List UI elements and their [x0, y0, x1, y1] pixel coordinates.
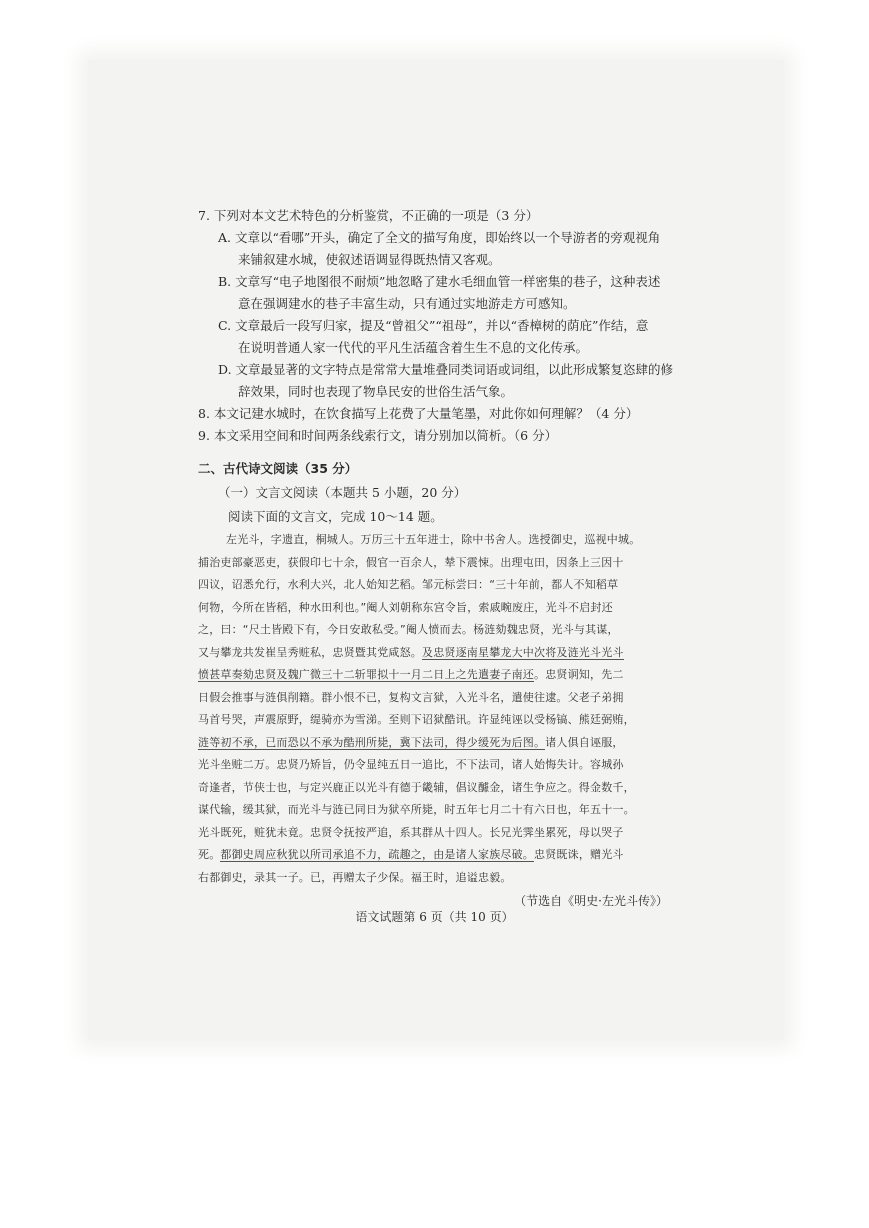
exam-content: [198, 205, 674, 913]
underlined-sentence: 都御史周应秋犹以所司承追不力，疏趣之，由是诸人家族尽破。: [220, 848, 535, 861]
page-footer: 语文试题第 6 页（共 10 页）: [355, 910, 514, 924]
question-7-option-b: B. 文章写“电子地图很不耐烦”地忽略了建水毛细血管一样密集的巷子，这种表述: [218, 274, 661, 289]
passage-text: 又与攀龙共发崔呈秀赃私，忠贤暨其党咸怒。: [198, 645, 422, 659]
question-7-option-c-cont: 在说明普通人家一代代的平凡生活蕴含着生生不息的文化传承。: [238, 340, 589, 355]
passage-line: 右都御史，录其一子。已，再赠太子少保。福王时，追谥忠毅。: [198, 870, 512, 884]
question-7-option-d-cont: 辞效果，同时也表现了物阜民安的世俗生活气象。: [238, 384, 514, 399]
passage-line: 何物，今所在皆稻，种水田利也。”阉人刘朝称东宫令旨，索戚畹废庄，光斗不启封还: [198, 600, 613, 614]
passage-line: 捕治吏部豪恶吏，获假印七十余，假官一百余人，辇下震悚。出理屯田，因条上三因十: [198, 555, 624, 569]
reading-instruction: 阅读下面的文言文，完成 10～14 题。: [228, 509, 443, 524]
passage-line: 谋代输，缓其狱，而光斗与涟已同日为狱卒所毙，时五年七月二十有六日也，年五十一。: [198, 803, 635, 816]
passage-line: [198, 664, 668, 687]
underlined-sentence: 及忠贤逐南星攀龙大中次将及涟光斗光斗: [422, 645, 624, 659]
passage-text: 死。: [198, 848, 221, 861]
passage-line: 之，曰：“尺土皆殿下有，今日安敢私受。”阉人愤而去。杨涟劾魏忠贤，光斗与其谋，: [198, 623, 619, 636]
passage-text: 诸人俱自诬服，: [545, 735, 624, 749]
question-7-option-b-cont: 意在强调建水的巷子丰富生动，只有通过实地游走方可感知。: [238, 296, 576, 311]
passage-line: 奇逢者，节侠士也，与定兴鹿正以光斗有德于畿辅，倡议醵金，诸生争应之。得金数千，: [198, 780, 635, 794]
passage-line: 光斗既死，赃犹未竟。忠贤令抚按严追，系其群从十四人。长兄光霁坐累死，母以哭子: [198, 825, 624, 839]
underlined-sentence: 涟等初不承，已而恐以不承为酷刑所毙，冀下法司，得少缓死为后图。: [198, 735, 546, 749]
question-9: 9. 本文采用空间和时间两条线索行文，请分别加以简析。（6 分）: [198, 428, 558, 443]
passage-line: [198, 732, 668, 755]
passage-source: （节选自《明史·左光斗传》）: [514, 894, 668, 908]
passage-line: 日假会推事与涟俱削籍。群小恨不已，复构文言狱，入光斗名，遣使往逮。父老子弟拥: [198, 690, 624, 704]
passage-text: 忠贤既诛，赠光斗: [534, 848, 624, 861]
passage-line: 四议，诏悉允行，水利大兴，北人始知艺稻。邹元标尝曰：“三十年前，都人不知稻草: [198, 578, 619, 591]
question-7-option-d: D. 文章最显著的文字特点是常常大量堆叠同类词语或词组，以此形成繁复恣肆的修: [218, 362, 674, 377]
passage-text: 。忠贤诇知，先二: [534, 668, 624, 681]
subsection-heading: （一）文言文阅读（本题共 5 小题，20 分）: [218, 485, 467, 500]
question-7-stem: 7. 下列对本文艺术特色的分析鉴赏，不正确的一项是（3 分）: [198, 208, 539, 223]
passage-line: 左光斗，字遗直，桐城人。万历三十五年进士，除中书舍人。选授御史，巡视中城。: [226, 533, 641, 546]
question-7-option-a-cont: 来铺叙建水城，使叙述语调显得既热情又客观。: [238, 252, 501, 267]
passage-line: [198, 642, 668, 665]
question-8: 8. 本文记建水城时，在饮食描写上花费了大量笔墨，对此你如何理解？（4 分）: [198, 406, 639, 421]
question-7-option-a: A. 文章以“看哪”开头，确定了全文的描写角度，即始终以一个导游者的旁观视角: [218, 230, 661, 245]
classical-passage: [198, 529, 668, 889]
underlined-sentence: 愤甚草奏劾忠贤及魏广微三十二斩罪拟十一月二日上之先遣妻子南还: [198, 668, 534, 681]
question-7-option-c: C. 文章最后一段写归家，提及“曾祖父”“祖母”，并以“香樟树的荫庇”作结，意: [218, 318, 649, 333]
passage-line: 光斗坐赃二万。忠贤乃矫旨，仍令显纯五日一追比，不下法司，诸人始悔失计。容城孙: [198, 758, 624, 771]
passage-line: [198, 844, 668, 867]
section-heading: 二、古代诗文阅读（35 分）: [198, 461, 358, 476]
passage-line: 马首号哭，声震原野，缇骑亦为雪涕。至则下诏狱酷讯。许显纯诬以受杨镐、熊廷弼贿，: [198, 713, 635, 726]
